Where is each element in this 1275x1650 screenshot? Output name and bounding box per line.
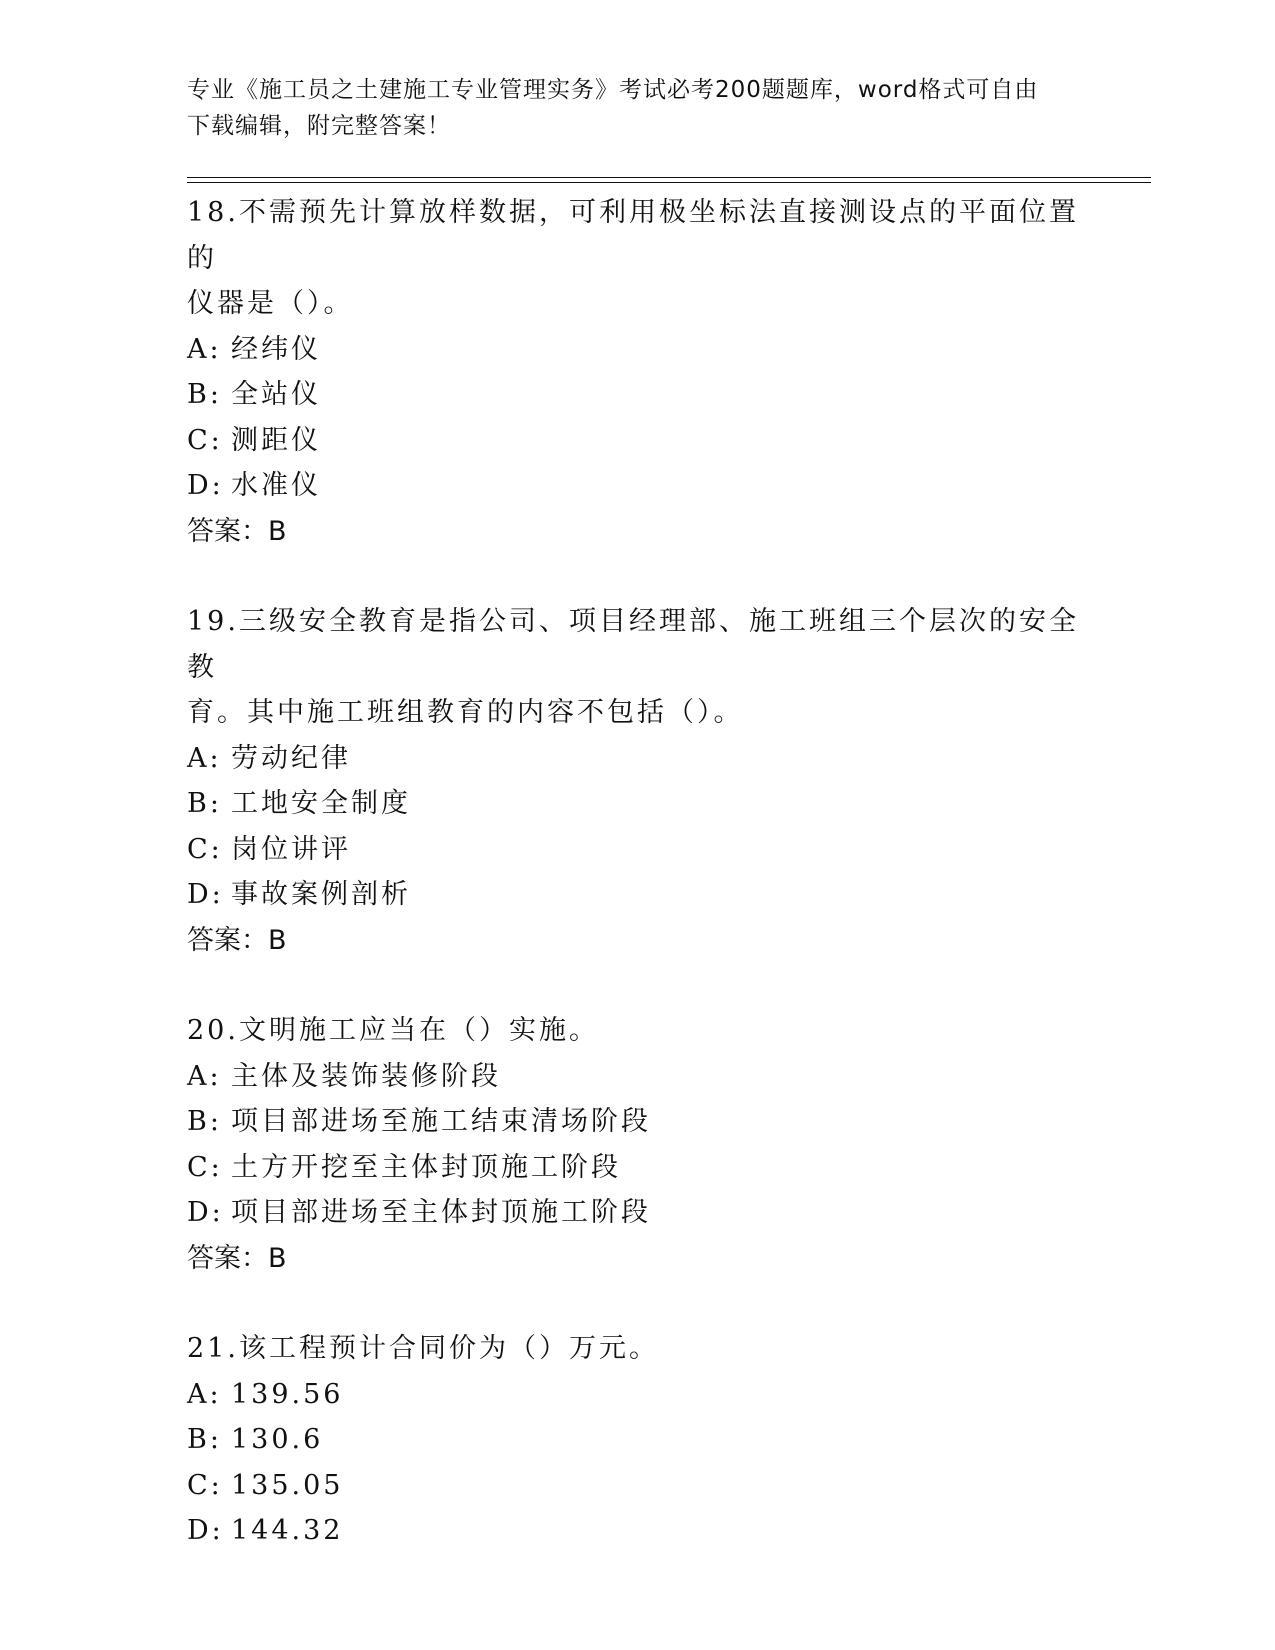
option-b (187, 781, 1087, 827)
question-stem-line: 18.不需预先计算放样数据，可利用极坐标法直接测设点的平面位置的 (187, 197, 1079, 274)
question-stem (187, 1326, 1087, 1372)
question-stem-line: 20.文明施工应当在（）实施。 (187, 1015, 599, 1046)
option-letter: B: (187, 379, 222, 410)
question-list (187, 190, 1087, 1599)
question-stem-line: 21.该工程预计合同价为（）万元。 (187, 1333, 659, 1364)
option-letter: A: (187, 742, 222, 774)
answer-line: 答案：B (187, 924, 287, 956)
document-header (187, 72, 1067, 144)
header-divider-top (187, 177, 1151, 178)
option-c (187, 1463, 1087, 1509)
option-c (187, 827, 1087, 873)
option-letter: D: (187, 1515, 224, 1546)
option-letter: A: (187, 1060, 222, 1092)
option-text: 项目部进场至主体封顶施工阶段 (231, 1197, 651, 1228)
option-c (187, 1145, 1087, 1191)
question-19 (187, 599, 1087, 963)
option-letter: B: (187, 1424, 222, 1455)
option-a (187, 327, 1087, 373)
question-21 (187, 1326, 1087, 1554)
option-d (187, 1508, 1087, 1554)
option-letter: B: (187, 1106, 222, 1137)
question-18 (187, 190, 1087, 554)
question-stem-line: 育。其中施工班组教育的内容不包括（）。 (187, 697, 744, 728)
option-text: 岗位讲评 (231, 833, 351, 865)
option-b (187, 1417, 1087, 1463)
option-letter: C: (187, 1469, 223, 1501)
option-text: 139.56 (231, 1378, 344, 1410)
option-text: 土方开挖至主体封顶施工阶段 (231, 1151, 621, 1183)
option-text: 130.6 (231, 1424, 324, 1455)
answer-line: 答案：B (187, 515, 287, 547)
answer-line: 答案：B (187, 1242, 287, 1274)
option-letter: C: (187, 424, 223, 456)
header-divider-bottom (187, 182, 1151, 183)
option-letter: C: (187, 1151, 223, 1183)
option-text: 全站仪 (231, 379, 321, 410)
option-text: 经纬仪 (231, 333, 321, 365)
option-d (187, 872, 1087, 918)
question-stem-line: 19.三级安全教育是指公司、项目经理部、施工班组三个层次的安全教 (187, 606, 1079, 683)
question-stem-line: 仪器是（）。 (187, 288, 354, 319)
option-letter: B: (187, 788, 222, 819)
option-letter: A: (187, 333, 222, 365)
header-line-1: 专业《施工员之土建施工专业管理实务》考试必考200题题库，word格式可自由 (187, 77, 1039, 103)
question-stem (187, 190, 1087, 327)
option-text: 劳动纪律 (231, 742, 351, 774)
option-b (187, 1099, 1087, 1145)
option-text: 事故案例剖析 (231, 879, 411, 910)
option-letter: A: (187, 1378, 222, 1410)
option-text: 水准仪 (231, 470, 321, 501)
question-stem (187, 599, 1087, 736)
option-letter: D: (187, 470, 224, 501)
option-a (187, 1372, 1087, 1418)
option-a (187, 1054, 1087, 1100)
option-letter: C: (187, 833, 223, 865)
option-a (187, 736, 1087, 782)
option-text: 144.32 (231, 1515, 344, 1546)
option-d (187, 463, 1087, 509)
option-text: 测距仪 (231, 424, 321, 456)
option-text: 项目部进场至施工结束清场阶段 (231, 1106, 651, 1137)
option-d (187, 1190, 1087, 1236)
option-c (187, 418, 1087, 464)
option-letter: D: (187, 1197, 224, 1228)
option-text: 主体及装饰装修阶段 (231, 1060, 501, 1092)
option-letter: D: (187, 879, 224, 910)
header-line-2: 下载编辑，附完整答案！ (187, 113, 451, 139)
question-stem (187, 1008, 1087, 1054)
option-b (187, 372, 1087, 418)
option-text: 135.05 (231, 1469, 344, 1501)
option-text: 工地安全制度 (231, 788, 411, 819)
question-20 (187, 1008, 1087, 1281)
